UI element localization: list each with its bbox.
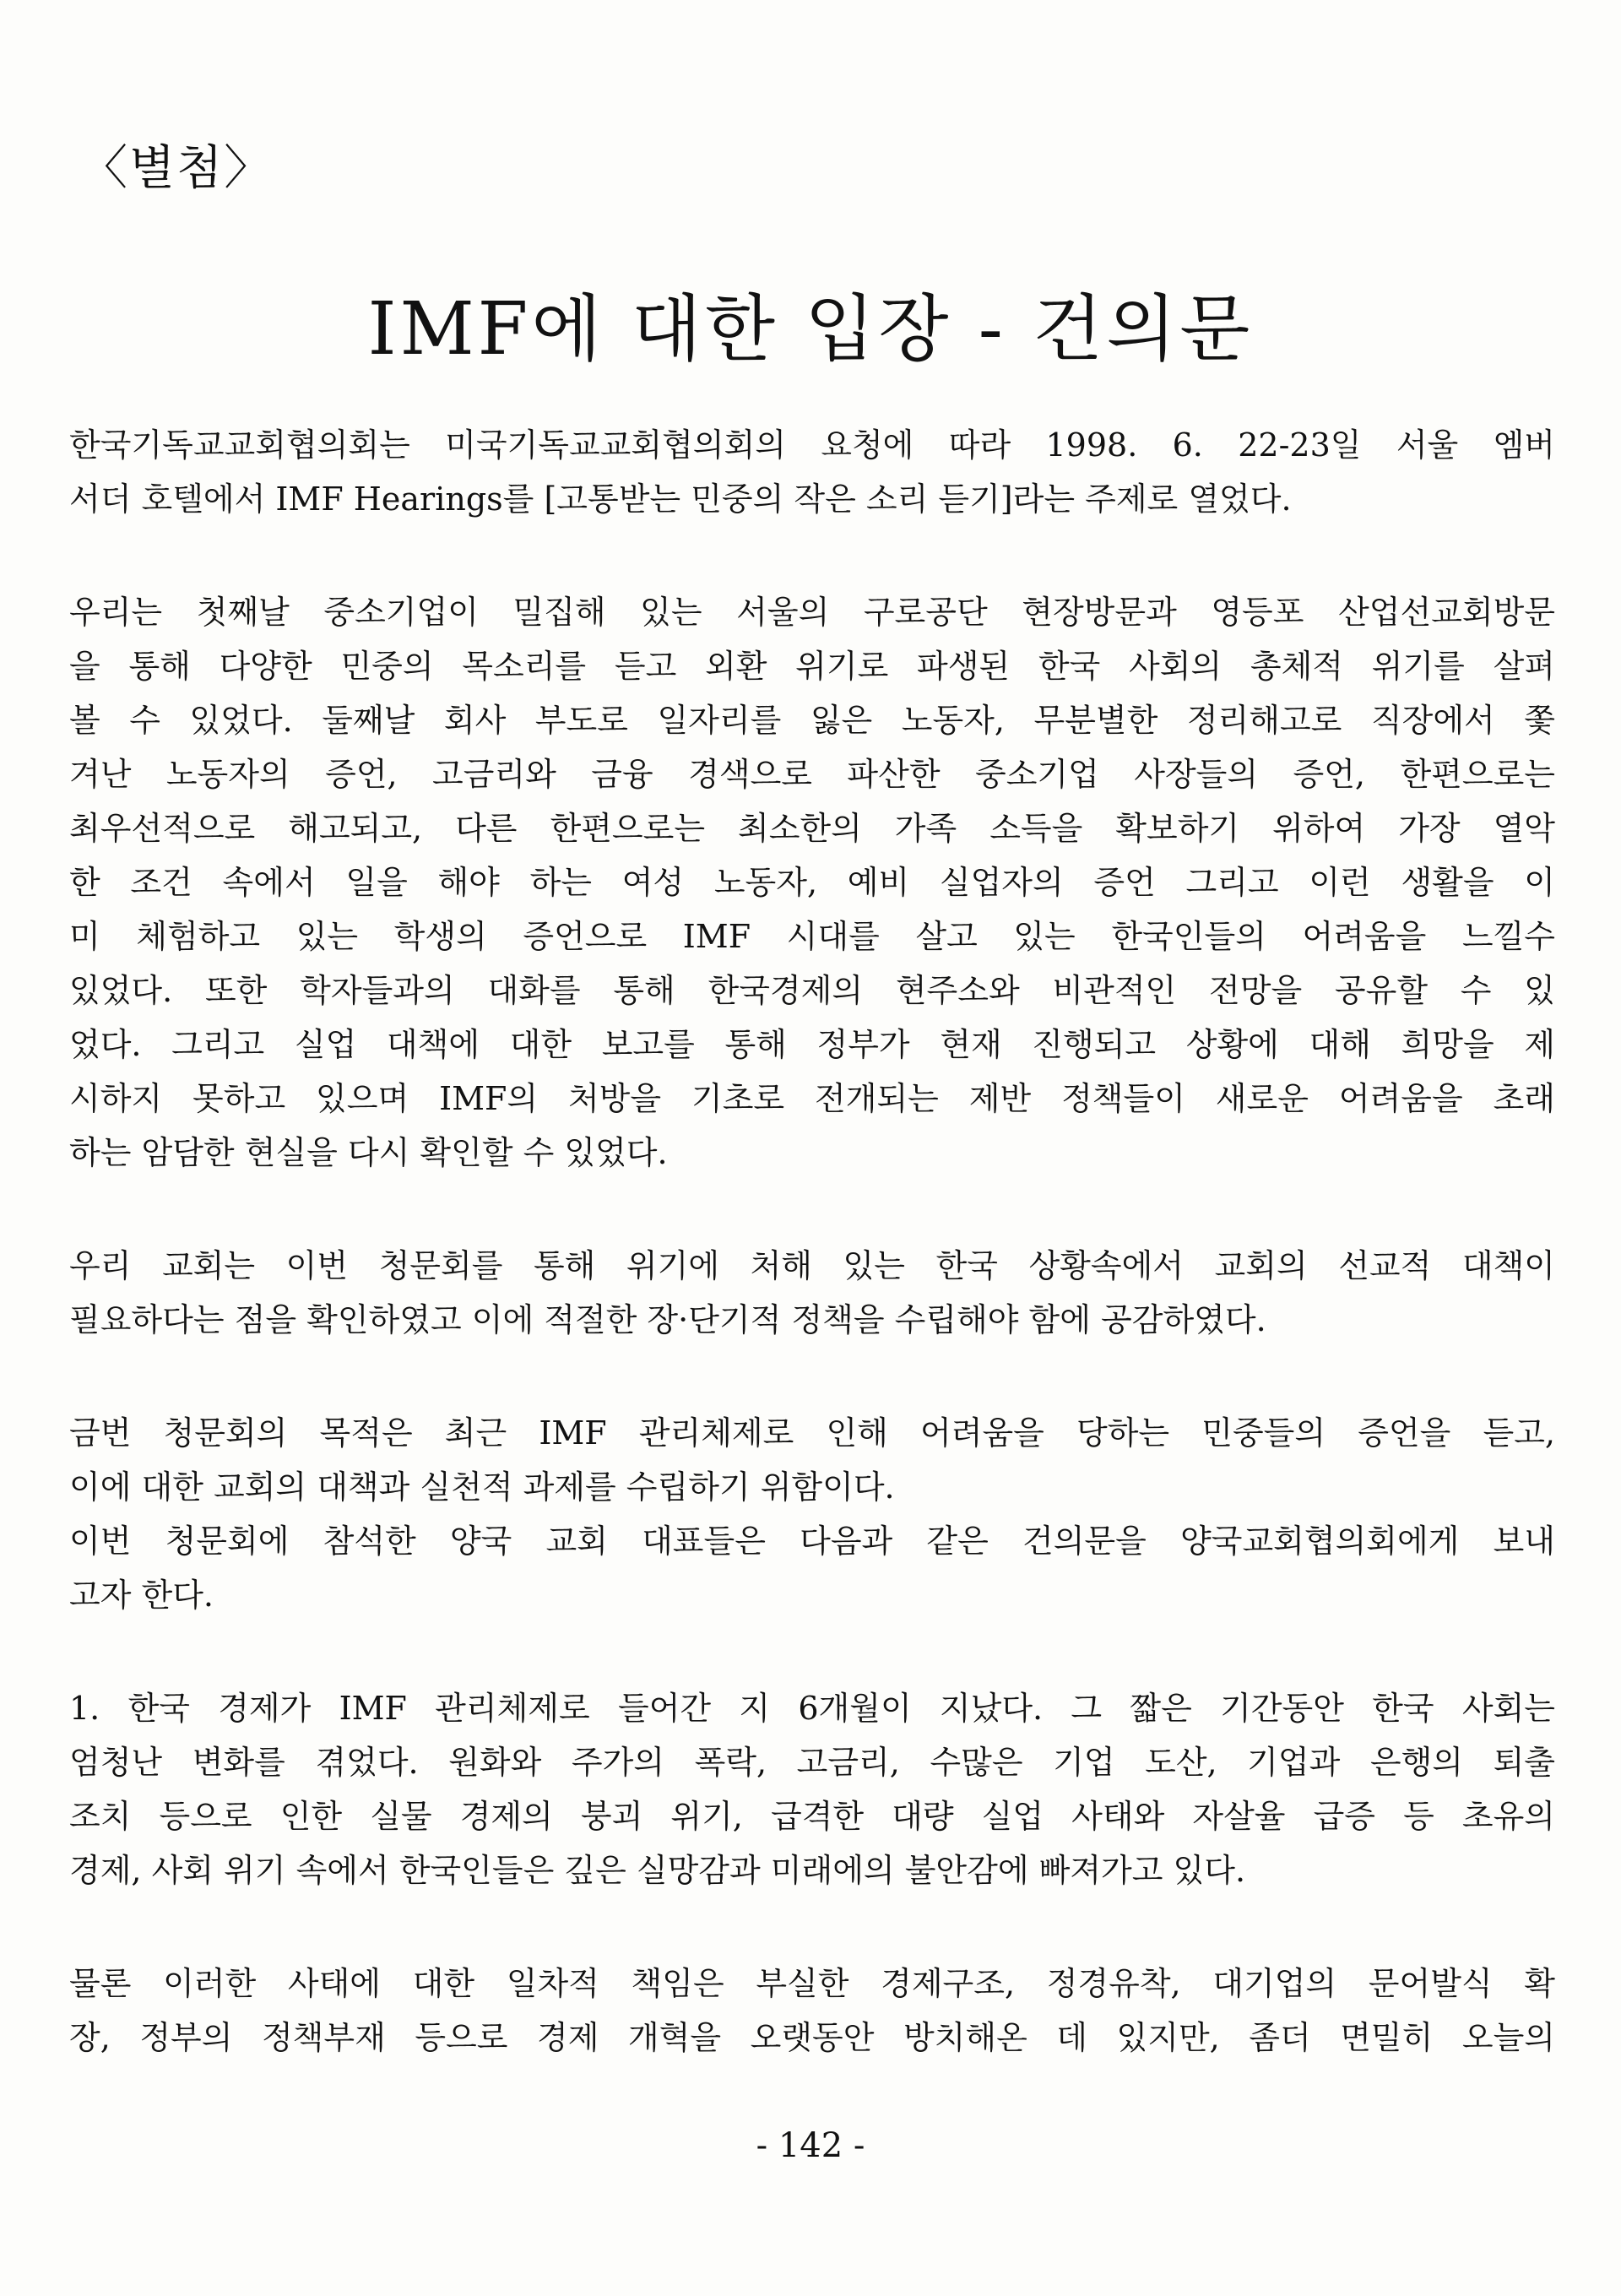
- text-line: 한 조건 속에서 일을 해야 하는 여성 노동자, 예비 실업자의 증언 그리고 이런 생활을 이: [69, 864, 1555, 901]
- text-line: 우리는 첫째날 중소기업이 밀집해 있는 서울의 구로공단 현장방문과 영등포 산업선교회방문: [69, 594, 1555, 631]
- text-line: 경제, 사회 위기 속에서 한국인들은 깊은 실망감과 미래에의 불안감에 빠져가고 있다.: [69, 1852, 1246, 1889]
- paragraph: [69, 418, 1555, 526]
- paragraph: [69, 1239, 1555, 1347]
- text-line: 있었다. 또한 학자들과의 대화를 통해 한국경제의 현주소와 비관적인 전망을 공유할 수 있: [69, 972, 1555, 1009]
- paragraph: [69, 1406, 1555, 1514]
- text-line: 장, 정부의 정책부재 등으로 경제 개혁을 오랫동안 방치해온 데 있지만, 좀더 면밀히 오늘의: [69, 2019, 1555, 2056]
- text-line: 이에 대한 교회의 대책과 실천적 과제를 수립하기 위함이다.: [69, 1468, 895, 1506]
- text-line: 금번 청문회의 목적은 최근 IMF 관리체제로 인해 어려움을 당하는 민중들의 증언을 듣고,: [69, 1414, 1555, 1452]
- text-line: 미 체험하고 있는 학생의 증언으로 IMF 시대를 살고 있는 한국인들의 어려움을 느낄수: [69, 918, 1555, 955]
- paragraph: [69, 585, 1555, 1180]
- text-line: 물론 이러한 사태에 대한 일차적 책임은 부실한 경제구조, 정경유착, 대기업의 문어발식 확: [69, 1965, 1555, 2002]
- text-line: 고자 한다.: [69, 1577, 214, 1614]
- text-line: 엄청난 변화를 겪었다. 원화와 주가의 폭락, 고금리, 수많은 기업 도산, 기업과 은행의 퇴출: [69, 1744, 1555, 1781]
- text-line: 최우선적으로 해고되고, 다른 한편으로는 최소한의 가족 소득을 확보하기 위하여 가장 열악: [69, 810, 1555, 847]
- text-line: 서더 호텔에서 IMF Hearings를 [고통받는 민중의 작은 소리 듣기]라는 주제로 열었다.: [69, 480, 1292, 518]
- document-body: [69, 418, 1555, 2124]
- text-line: 시하지 못하고 있으며 IMF의 처방을 기초로 전개되는 제반 정책들이 새로운 어려움을 초래: [69, 1080, 1555, 1117]
- text-line: 었다. 그리고 실업 대책에 대한 보고를 통해 정부가 현재 진행되고 상황에 대해 희망을 제: [69, 1026, 1555, 1063]
- text-line: 조치 등으로 인한 실물 경제의 붕괴 위기, 급격한 대량 실업 사태와 자살율 급증 등 초유의: [69, 1798, 1555, 1835]
- text-line: 우리 교회는 이번 청문회를 통해 위기에 처해 있는 한국 상황속에서 교회의 선교적 대책이: [69, 1247, 1555, 1284]
- document-title: IMF에 대한 입장 - 건의문: [367, 287, 1254, 372]
- text-line: 을 통해 다양한 민중의 목소리를 듣고 외환 위기로 파생된 한국 사회의 총체적 위기를 살펴: [69, 648, 1555, 685]
- text-line: 필요하다는 점을 확인하였고 이에 적절한 장·단기적 정책을 수립해야 함에 공감하였다.: [69, 1301, 1266, 1338]
- text-line: 하는 암담한 현실을 다시 확인할 수 있었다.: [69, 1134, 668, 1171]
- text-line: 볼 수 있었다. 둘째날 회사 부도로 일자리를 잃은 노동자, 무분별한 정리해고로 직장에서 쫓: [69, 702, 1555, 739]
- numbered-paragraph: [69, 1681, 1555, 1897]
- page-number: - 142 -: [756, 2126, 865, 2165]
- attachment-label: 〈별첨〉: [80, 141, 274, 196]
- text-line: 1. 한국 경제가 IMF 관리체제로 들어간 지 6개월이 지났다. 그 짧은 기간동안 한국 사회는: [69, 1690, 1555, 1727]
- paragraph: [69, 1514, 1555, 1622]
- text-line: 한국기독교교회협의회는 미국기독교교회협의회의 요청에 따라 1998. 6. 22-23일 서울 엠버: [69, 426, 1555, 464]
- text-line: 겨난 노동자의 증언, 고금리와 금융 경색으로 파산한 중소기업 사장들의 증언, 한편으로는: [69, 756, 1555, 793]
- text-line: 이번 청문회에 참석한 양국 교회 대표들은 다음과 같은 건의문을 양국교회협의회에게 보내: [69, 1523, 1555, 1560]
- paragraph: [69, 1957, 1555, 2065]
